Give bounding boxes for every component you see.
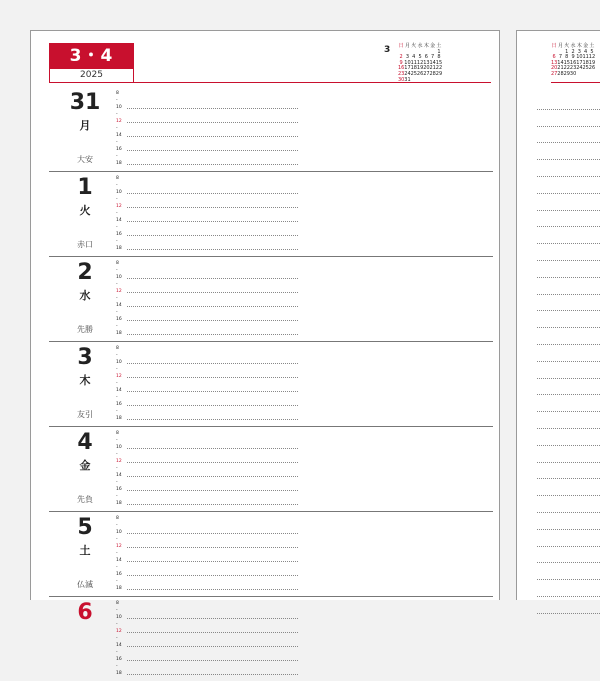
mini-cal-date: 3 (405, 54, 410, 61)
mini-cal-date: 7 (558, 54, 563, 61)
mini-cal-date: 14 (429, 59, 436, 66)
day-block (49, 342, 493, 427)
mini-cal-weekday: 火 (564, 43, 570, 49)
hour-label: 18 (116, 331, 122, 336)
mini-cal-weekday: 金 (583, 43, 589, 49)
hour-scale (116, 515, 126, 592)
mini-cal-date: 24 (404, 70, 411, 77)
hour-scale (116, 90, 126, 167)
schedule-line[interactable] (127, 392, 298, 406)
note-line[interactable] (537, 446, 600, 463)
schedule-line[interactable] (127, 137, 298, 151)
hour-label: 16 (116, 317, 122, 322)
note-line[interactable] (537, 563, 600, 580)
hour-label: 10 (116, 615, 122, 620)
schedule-line[interactable] (127, 151, 298, 165)
day-block (49, 512, 493, 597)
hour-label: 16 (116, 147, 122, 152)
hour-scale (116, 345, 126, 422)
hour-label: - (116, 140, 118, 145)
hour-label: 16 (116, 402, 122, 407)
schedule-line[interactable] (127, 477, 298, 491)
hour-label: 12 (116, 204, 122, 209)
hour-label: - (116, 494, 118, 499)
mini-cal-date: 29 (563, 70, 570, 77)
mini-cal-date: 11 (410, 59, 417, 66)
mini-cal-date: 6 (424, 54, 428, 61)
schedule-lines (127, 180, 298, 250)
schedule-lines (127, 95, 298, 165)
day-weekday: 水 (79, 289, 91, 302)
note-line[interactable] (537, 429, 600, 446)
mini-cal-date: 4 (412, 54, 416, 61)
note-line[interactable] (537, 379, 600, 396)
mini-cal-date: 9 (399, 59, 403, 66)
note-line[interactable] (537, 244, 600, 261)
mini-cal-weekday: 火 (411, 43, 417, 49)
mini-cal-date: 18 (410, 65, 417, 72)
hour-label: 14 (116, 218, 122, 223)
mini-cal-weekday: 日 (398, 43, 404, 49)
schedule-line[interactable] (127, 95, 298, 109)
note-line[interactable] (537, 463, 600, 480)
hour-label: - (116, 551, 118, 556)
month-range-tab: 3・4 (49, 43, 134, 69)
mini-cal-date: 24 (576, 65, 583, 72)
hour-label: 8 (116, 431, 119, 436)
hour-label: 14 (116, 643, 122, 648)
mini-cal-date: 15 (563, 59, 570, 66)
hour-scale (116, 175, 126, 252)
hour-label: - (116, 154, 118, 159)
mini-cal-date: 6 (552, 54, 556, 61)
hour-label: - (116, 636, 118, 641)
day-number: 2 (77, 260, 93, 285)
day-number: 5 (77, 515, 93, 540)
rokuyo-label: 赤口 (77, 240, 93, 249)
day-weekday: 土 (79, 544, 91, 557)
mini-cal-date: 26 (416, 70, 424, 77)
left-page (30, 30, 500, 676)
schedule-line[interactable] (127, 364, 298, 378)
note-line[interactable] (537, 177, 600, 194)
note-line[interactable] (537, 479, 600, 496)
mini-cal-date: 11 (582, 54, 589, 61)
mini-cal-date: 28 (429, 70, 436, 77)
mini-cal-weekday: 木 (423, 43, 429, 49)
schedule-lines (127, 605, 298, 675)
hour-label: 18 (116, 501, 122, 506)
mini-cal-date: 13 (423, 59, 430, 66)
hour-label: - (116, 353, 118, 358)
schedule-line[interactable] (127, 109, 298, 123)
schedule-lines (127, 435, 298, 505)
mini-cal-date: 13 (551, 59, 558, 66)
hour-label: - (116, 225, 118, 230)
mini-cal-date: 31 (404, 76, 411, 83)
schedule-line[interactable] (127, 236, 298, 250)
hour-label: 12 (116, 459, 122, 464)
hour-label: 8 (116, 346, 119, 351)
hour-label: 8 (116, 176, 119, 181)
hour-label: - (116, 239, 118, 244)
hour-label: - (116, 438, 118, 443)
day-weekday: 木 (79, 374, 91, 387)
note-line[interactable] (537, 261, 600, 278)
right-page (516, 30, 600, 600)
schedule-lines (127, 265, 298, 335)
hour-label: - (116, 98, 118, 103)
note-line[interactable] (537, 110, 600, 127)
hour-label: - (116, 608, 118, 613)
schedule-line[interactable] (127, 534, 298, 548)
mini-cal-date: 22 (435, 65, 443, 72)
hour-label: 12 (116, 544, 122, 549)
mini-cal-date: 27 (423, 70, 430, 77)
mini-cal-weekday: 月 (404, 43, 410, 49)
mini-cal-date: 1 (437, 48, 441, 55)
hour-label: - (116, 664, 118, 669)
mini-cal-date: 12 (588, 54, 596, 61)
hour-label: 18 (116, 586, 122, 591)
hour-label: 8 (116, 91, 119, 96)
hour-label: - (116, 282, 118, 287)
mini-cal-date: 2 (399, 54, 403, 61)
day-block (49, 427, 493, 512)
year-label: 2025 (49, 69, 134, 83)
mini-cal-date: 8 (565, 54, 569, 61)
hour-label: - (116, 537, 118, 542)
hour-label: 18 (116, 161, 122, 166)
day-number: 6 (77, 600, 93, 625)
schedule-line[interactable] (127, 208, 298, 222)
hour-label: - (116, 523, 118, 528)
hour-label: - (116, 197, 118, 202)
hour-label: 10 (116, 445, 122, 450)
note-line[interactable] (537, 345, 600, 362)
hour-label: 16 (116, 487, 122, 492)
mini-cal-date: 17 (576, 59, 583, 66)
hour-label: - (116, 367, 118, 372)
hour-label: 8 (116, 601, 119, 606)
hour-label: 12 (116, 289, 122, 294)
mini-cal-date: 2 (571, 48, 575, 55)
schedule-line[interactable] (127, 180, 298, 194)
schedule-line[interactable] (127, 350, 298, 364)
rokuyo-label: 先負 (77, 495, 93, 504)
note-line[interactable] (537, 547, 600, 564)
hour-label: - (116, 381, 118, 386)
day-block (49, 597, 493, 681)
hour-label: 18 (116, 416, 122, 421)
schedule-line[interactable] (127, 548, 298, 562)
note-line[interactable] (537, 194, 600, 211)
hour-label: 10 (116, 105, 122, 110)
mini-cal-date: 23 (569, 65, 577, 72)
mini-cal-date: 30 (569, 70, 577, 77)
schedule-lines (127, 520, 298, 590)
note-line[interactable] (537, 580, 600, 597)
day-number: 3 (77, 345, 93, 370)
rokuyo-label: 仏滅 (77, 580, 93, 589)
mini-cal-date: 4 (584, 48, 588, 55)
note-line[interactable] (537, 530, 600, 547)
schedule-line[interactable] (127, 576, 298, 590)
hour-label: 8 (116, 516, 119, 521)
day-weekday: 火 (79, 204, 91, 217)
hour-label: - (116, 126, 118, 131)
mini-cal-weekday: 水 (570, 43, 576, 49)
mini-cal-date (589, 72, 595, 78)
note-line[interactable] (537, 143, 600, 160)
note-line[interactable] (537, 362, 600, 379)
hour-label: 10 (116, 275, 122, 280)
schedule-line[interactable] (127, 293, 298, 307)
day-block (49, 87, 493, 172)
schedule-line[interactable] (127, 619, 298, 633)
note-line[interactable] (537, 278, 600, 295)
hour-label: 16 (116, 232, 122, 237)
hour-label: 10 (116, 530, 122, 535)
schedule-line[interactable] (127, 123, 298, 137)
schedule-line[interactable] (127, 661, 298, 675)
mini-cal-weekday: 木 (576, 43, 582, 49)
schedule-line[interactable] (127, 463, 298, 477)
hour-label: - (116, 466, 118, 471)
schedule-line[interactable] (127, 378, 298, 392)
hour-label: - (116, 268, 118, 273)
mini-cal-date: 16 (398, 65, 405, 72)
mini-cal-date: 25 (410, 70, 417, 77)
schedule-line[interactable] (127, 491, 298, 505)
hour-label: 16 (116, 572, 122, 577)
note-line[interactable] (537, 160, 600, 177)
schedule-lines (127, 350, 298, 420)
mini-cal-weekday: 水 (417, 43, 423, 49)
hour-label: - (116, 211, 118, 216)
mini-cal-date: 10 (576, 54, 583, 61)
mini-cal-date: 30 (398, 76, 405, 83)
mini-cal-date: 1 (565, 48, 569, 55)
hour-label: - (116, 112, 118, 117)
mini-cal-date: 20 (551, 65, 558, 72)
schedule-line[interactable] (127, 321, 298, 335)
hour-label: - (116, 183, 118, 188)
mini-cal-date: 19 (588, 59, 596, 66)
note-line[interactable] (537, 513, 600, 530)
mini-cal-date: 3 (577, 48, 581, 55)
hour-scale (116, 430, 126, 507)
mini-cal-date: 21 (557, 65, 564, 72)
hour-label: 10 (116, 360, 122, 365)
hour-label: 14 (116, 558, 122, 563)
day-weekday: 金 (79, 459, 91, 472)
mini-cal-date: 16 (569, 59, 577, 66)
day-list (49, 87, 493, 681)
day-block (49, 172, 493, 257)
mini-cal-weekday: 土 (589, 43, 595, 49)
hour-label: 12 (116, 119, 122, 124)
notes-lines (537, 93, 600, 614)
note-line[interactable] (537, 227, 600, 244)
right-header-rule (551, 82, 600, 83)
hour-label: - (116, 650, 118, 655)
hour-label: - (116, 296, 118, 301)
hour-label: - (116, 480, 118, 485)
schedule-line[interactable] (127, 605, 298, 619)
mini-cal-date: 25 (582, 65, 589, 72)
mini-cal-date: 7 (431, 54, 435, 61)
mini-cal-weekday: 土 (436, 43, 442, 49)
hour-label: - (116, 579, 118, 584)
hour-label: 18 (116, 671, 122, 676)
mini-cal-date: 17 (404, 65, 411, 72)
hour-label: 14 (116, 473, 122, 478)
hour-label: 12 (116, 374, 122, 379)
hour-label: 10 (116, 190, 122, 195)
mini-cal-weekday: 日 (551, 43, 557, 49)
mini-cal-date: 12 (416, 59, 424, 66)
mini-cal-date: 22 (563, 65, 570, 72)
rokuyo-label: 大安 (77, 155, 93, 164)
note-line[interactable] (537, 211, 600, 228)
note-line[interactable] (537, 295, 600, 312)
mini-cal-date: 14 (557, 59, 564, 66)
hour-scale (116, 260, 126, 337)
hour-label: - (116, 324, 118, 329)
note-line[interactable] (537, 127, 600, 144)
hour-label: - (116, 395, 118, 400)
mini-cal-date: 20 (423, 65, 430, 72)
schedule-line[interactable] (127, 406, 298, 420)
mini-cal-date: 18 (582, 59, 589, 66)
note-line[interactable] (537, 328, 600, 345)
rokuyo-label: 先勝 (77, 325, 93, 334)
mini-cal-date: 27 (551, 70, 558, 77)
mini-cal-date: 8 (437, 54, 441, 61)
schedule-line[interactable] (127, 265, 298, 279)
note-line[interactable] (537, 395, 600, 412)
mini-cal-date: 19 (416, 65, 424, 72)
schedule-line[interactable] (127, 633, 298, 647)
mini-cal-date: 10 (404, 59, 411, 66)
schedule-line[interactable] (127, 449, 298, 463)
schedule-line[interactable] (127, 307, 298, 321)
hour-label: - (116, 622, 118, 627)
mini-cal-date: 9 (571, 54, 575, 61)
schedule-line[interactable] (127, 520, 298, 534)
mini-cal-date: 23 (398, 70, 405, 77)
schedule-line[interactable] (127, 279, 298, 293)
note-line[interactable] (537, 496, 600, 513)
mini-cal-weekday: 金 (430, 43, 436, 49)
schedule-line[interactable] (127, 194, 298, 208)
day-number: 1 (77, 175, 93, 200)
note-line[interactable] (537, 93, 600, 110)
mini-cal-date: 21 (429, 65, 436, 72)
mini-cal-date: 26 (588, 65, 596, 72)
schedule-line[interactable] (127, 647, 298, 661)
hour-scale (116, 600, 126, 677)
mini-cal-date: 28 (557, 70, 564, 77)
schedule-line[interactable] (127, 222, 298, 236)
mini-cal-date (436, 78, 442, 84)
mini-cal-date: 15 (435, 59, 443, 66)
hour-label: - (116, 409, 118, 414)
hour-label: 8 (116, 261, 119, 266)
day-weekday: 月 (79, 119, 91, 132)
note-line[interactable] (537, 597, 600, 614)
hour-label: - (116, 452, 118, 457)
right-mini-calendar (551, 44, 595, 78)
hour-label: - (116, 565, 118, 570)
mini-cal-date: 5 (590, 48, 594, 55)
schedule-line[interactable] (127, 435, 298, 449)
hour-label: - (116, 310, 118, 315)
mini-cal-weekday: 月 (557, 43, 563, 49)
note-line[interactable] (537, 412, 600, 429)
hour-label: 18 (116, 246, 122, 251)
mini-cal-date: 29 (435, 70, 443, 77)
mini-cal-date: 5 (418, 54, 422, 61)
note-line[interactable] (537, 311, 600, 328)
day-number: 31 (69, 90, 101, 115)
hour-label: 14 (116, 133, 122, 138)
rokuyo-label: 友引 (77, 410, 93, 419)
day-block (49, 257, 493, 342)
mini-calendar-month: 3 (384, 45, 391, 55)
hour-label: 12 (116, 629, 122, 634)
hour-label: 14 (116, 388, 122, 393)
schedule-line[interactable] (127, 562, 298, 576)
hour-label: 14 (116, 303, 122, 308)
hour-label: 16 (116, 657, 122, 662)
mini-calendar (398, 44, 442, 83)
day-number: 4 (77, 430, 93, 455)
